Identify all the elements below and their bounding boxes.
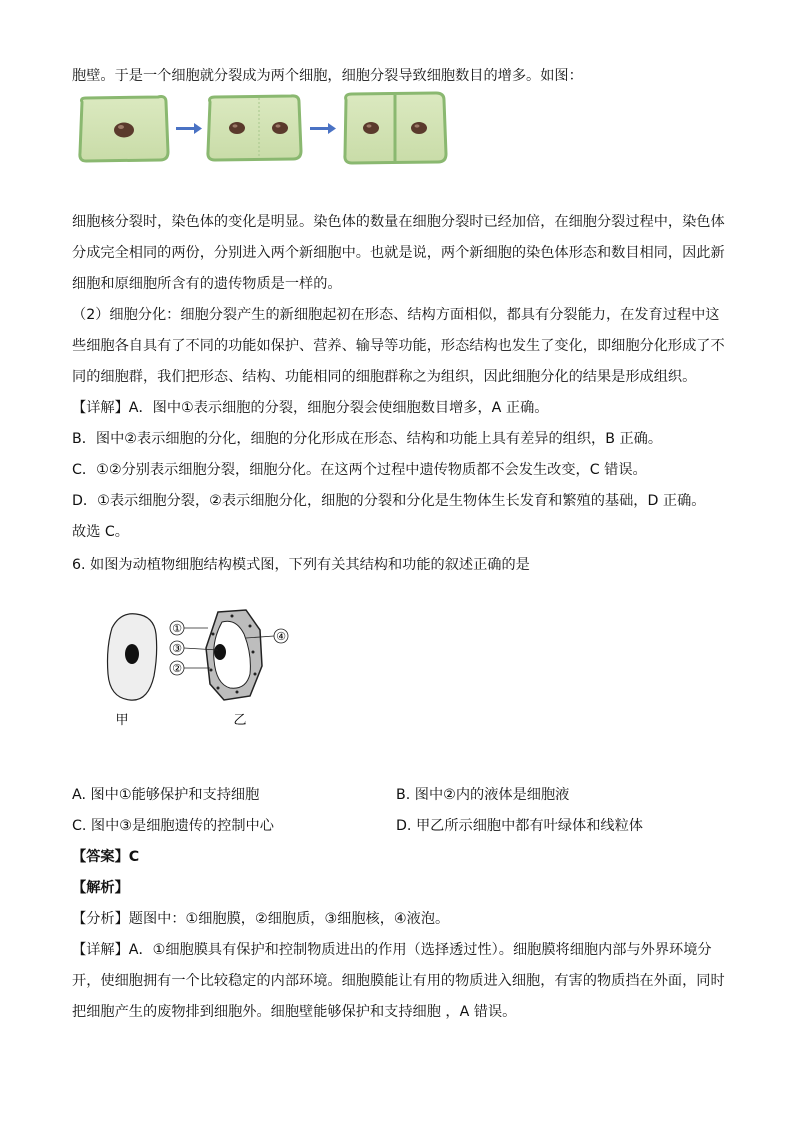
animal-cell bbox=[108, 614, 157, 700]
cell-structure-figure bbox=[100, 604, 300, 734]
text-line: 【详解】A．①细胞膜具有保护和控制物质进出的作用（选择透过性）。细胞膜将细胞内部与外界环境分 bbox=[72, 942, 712, 958]
text-line: 【详解】A．图中①表示细胞的分裂，细胞分裂会使细胞数目增多，A 正确。 bbox=[72, 400, 549, 416]
callout-1: ① bbox=[172, 622, 182, 635]
text-line: 【分析】题图中：①细胞膜，②细胞质，③细胞核，④液泡。 bbox=[72, 911, 450, 927]
cell-dividing bbox=[208, 96, 301, 160]
option-a: A. 图中①能够保护和支持细胞 bbox=[72, 787, 260, 803]
question-title: 6. 如图为动植物细胞结构模式图，下列有关其结构和功能的叙述正确的是 bbox=[72, 557, 530, 573]
text-line: （2）细胞分化：细胞分裂产生的新细胞起初在形态、结构方面相似，都具有分裂能力，在发育过程中这 bbox=[72, 307, 720, 323]
text-line: 胞壁。于是一个细胞就分裂成为两个细胞，细胞分裂导致细胞数目的增多。如图： bbox=[72, 68, 583, 84]
text-line: 细胞和原细胞所含有的遗传物质是一样的。 bbox=[72, 276, 342, 292]
analysis-heading: 【解析】 bbox=[72, 880, 129, 896]
text-line: 些细胞各自具有了不同的功能如保护、营养、输导等功能，形态结构也发生了变化，即细胞分化形成了不 bbox=[72, 338, 725, 354]
cell-division-figure bbox=[76, 90, 448, 166]
answer-line: 【答案】C bbox=[72, 849, 140, 865]
option-b: B. 图中②内的液体是细胞液 bbox=[396, 787, 570, 803]
text-line: 同的细胞群，我们把形态、结构、功能相同的细胞群称之为组织，因此细胞分化的结果是形成组织。 bbox=[72, 369, 697, 385]
option-c: C. 图中③是细胞遗传的控制中心 bbox=[72, 818, 274, 834]
plant-cell bbox=[206, 610, 262, 700]
text-line: 把细胞产生的废物排到细胞外。细胞壁能够保护和支持细胞 ，A 错误。 bbox=[72, 1004, 517, 1020]
text-line: D．①表示细胞分裂，②表示细胞分化，细胞的分裂和分化是生物体生长发育和繁殖的基础，D 正确。 bbox=[72, 493, 706, 509]
text-line: 故选 C。 bbox=[72, 524, 129, 540]
text-line: 开，使细胞拥有一个比较稳定的内部环境。细胞膜能让有用的物质进入细胞，有害的物质挡在外面，同时 bbox=[72, 973, 725, 989]
text-line: C．①②分别表示细胞分裂，细胞分化。在这两个过程中遗传物质都不会发生改变，C 错误。 bbox=[72, 462, 647, 478]
cell-before bbox=[80, 97, 168, 161]
arrow-2 bbox=[310, 123, 336, 134]
text-line: 细胞核分裂时，染色体的变化是明显。染色体的数量在细胞分裂时已经加倍，在细胞分裂过程中，染色体 bbox=[72, 214, 725, 230]
callout-2: ② bbox=[172, 662, 182, 675]
arrow-1 bbox=[176, 123, 202, 134]
label-yi: 乙 bbox=[233, 713, 247, 728]
label-jia: 甲 bbox=[115, 713, 129, 728]
option-d: D. 甲乙所示细胞中都有叶绿体和线粒体 bbox=[396, 818, 643, 834]
callout-4: ④ bbox=[276, 630, 286, 643]
text-line: B．图中②表示细胞的分化，细胞的分化形成在形态、结构和功能上具有差异的组织，B 正确。 bbox=[72, 431, 663, 447]
cells-after bbox=[345, 93, 446, 163]
text-line: 分成完全相同的两份，分别进入两个新细胞中。也就是说，两个新细胞的染色体形态和数目相同，因此新 bbox=[72, 245, 725, 261]
callout-3: ③ bbox=[172, 642, 182, 655]
